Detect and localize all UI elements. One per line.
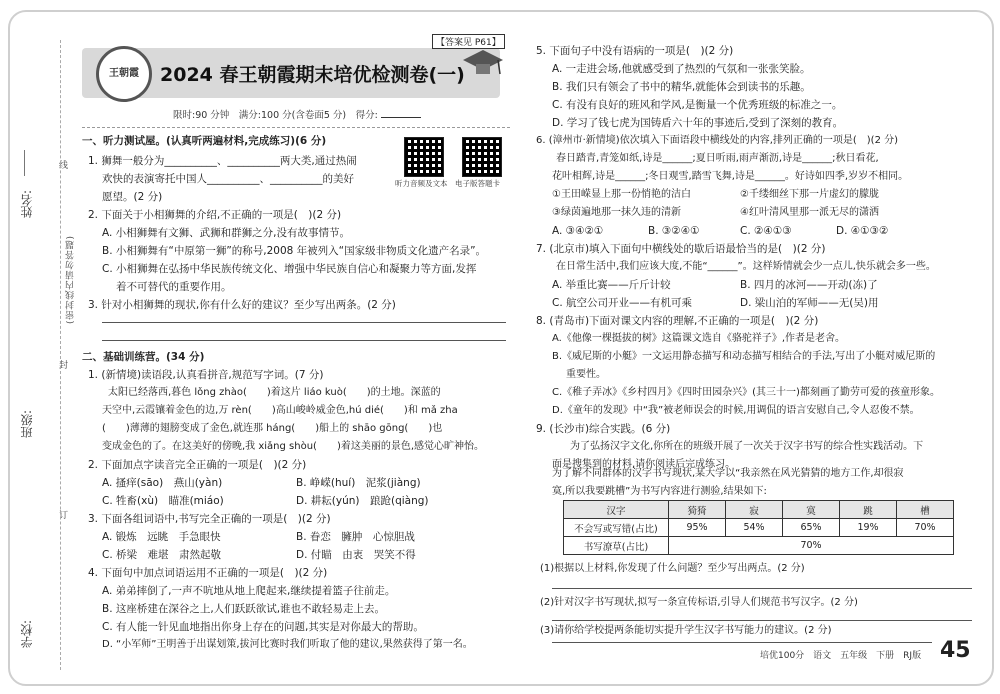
answer-line[interactable] [552, 588, 972, 590]
q8-opt-d: D.《童年的发现》中“我”被老师误会的时候,用调侃的语言安慰自己,令人忍俊不禁。 [552, 405, 920, 416]
s2-q1-text-4: 变成金色的了。在这美好的傍晚,我 xiǎng shòu( )着这美丽的景色,感觉心旷神怡。 [102, 441, 485, 452]
q8-opt-b: B.《威尼斯的小艇》一文运用静态描写和动态描写相结合的手法,写出了小艇对威尼斯的 [552, 351, 936, 362]
q5-head: 5. 下面句子中没有语病的一项是( )(2 分) [536, 45, 734, 57]
seal-dotted-line [60, 40, 61, 670]
table-header-cell: 汉字 [564, 501, 669, 519]
s2-q4-opt-a: A. 弟弟摔倒了,一声不吭地从地上爬起来,继续提着篮子往前走。 [102, 585, 396, 597]
s2-q4-head: 4. 下面句中加点词语运用不正确的一项是( )(2 分) [88, 567, 328, 579]
page-footer: 培优100分 语文 五年级 下册 RJ版 [760, 651, 922, 661]
name-line [24, 150, 26, 176]
table-header-cell: 寞 [783, 501, 840, 519]
s2-q3-opt-d: D. 付瞄 由衷 哭笑不得 [296, 549, 416, 561]
s2-q2-opt-d: D. 耕耘(yún) 踉跄(qiàng) [296, 495, 429, 507]
q9-sub3: (3)请你给学校提两条能切实提升学生汉字书写能力的建议。(2 分) [540, 625, 832, 636]
table-row [564, 519, 954, 537]
q6-head: 6. (漳州市·新情境)依次填入下面语段中横线处的内容,排列正确的一项是( )(2 分) [536, 135, 899, 146]
seal-mark-seal: 封 [57, 360, 67, 369]
table-cell: 65% [783, 519, 840, 537]
q6-text-1: 春日踏青,青笼如纸,诗是______;夏日听雨,雨声渐沥,诗是______;秋日看花, [556, 153, 879, 164]
s2-q4-opt-b: B. 这座桥建在深谷之上,人们跃跃欲试,谁也不敢轻易走上去。 [102, 603, 386, 615]
table-cell: 70% [669, 537, 954, 555]
s1-q2-opt-c: C. 小相狮舞在弘扬中华民族传统文化、增强中华民族自信心和凝聚力等方面,发挥 [102, 263, 477, 275]
s2-q2-opt-c: C. 牲畜(xù) 瞄准(miáo) [102, 495, 224, 507]
q7-head: 7. (北京市)填入下面句中横线处的歇后语最恰当的是( )(2 分) [536, 243, 826, 255]
brand-logo: 王朝霞 [96, 46, 152, 102]
q5-opt-a: A. 一走进会场,他就感受到了热烈的气氛和一张张笑脸。 [552, 63, 811, 75]
s1-q2-head: 2. 下面关于小相狮舞的介绍,不正确的一项是( )(2 分) [88, 209, 342, 221]
survey-table [563, 500, 954, 555]
table-cell: 70% [897, 519, 954, 537]
q6-item-4: ④红叶清风里那一派无尽的潇洒 [740, 207, 879, 218]
q9-text-2: 面是搜集到的材料,请你阅读后完成练习。 [552, 459, 736, 470]
s2-q1-head: 1. (新情境)读语段,认真看拼音,规范写字词。(7 分) [88, 369, 324, 381]
table-cell: 54% [726, 519, 783, 537]
s1-q1-line2: 欢快的表演寄托中国人__________、__________的美好 [102, 173, 354, 185]
s2-q3-head: 3. 下面各组词语中,书写完全正确的一项是( )(2 分) [88, 513, 331, 525]
q9-survey-1: 为了解不同群体的汉字书写现状,某大学以“我亲然在风光猜猜的地方工作,却很寂 [552, 468, 904, 479]
s2-q4-opt-c: C. 有人能一针见血地指出你身上存在的问题,其实是对你最大的帮助。 [102, 621, 424, 633]
q6-item-1: ①王田嵘显上那一份悄艳的洁白 [552, 189, 691, 200]
s1-q3: 3. 针对小相狮舞的现状,你有什么好的建议？至少写出两条。(2 分) [88, 299, 396, 311]
q7-text: 在日常生活中,我们应该大度,不能“______”。这样矫情就会少一点儿,快乐就会多一些。 [556, 261, 936, 272]
q6-item-2: ②千缕细丝下那一片虚幻的朦胧 [740, 189, 879, 200]
class-label: 班级: [20, 410, 34, 439]
qr-answer-card-label: 电子版答题卡 [455, 179, 500, 188]
section2-heading: 二、基础训练营。(34 分) [82, 351, 205, 363]
header-separator [82, 127, 510, 129]
q6-opt-a: A. ③④②① [552, 225, 604, 237]
s1-q1-line3: 愿望。(2 分) [102, 191, 163, 203]
section1-heading: 一、听力测试屋。(认真听两遍材料,完成练习)(6 分) [82, 135, 327, 147]
s2-q3-opt-b: B. 眷恋 臃肿 心惊胆战 [296, 531, 415, 543]
qr-code-answer-card[interactable] [462, 137, 502, 177]
s1-q1-line1: 1. 狮舞一般分为__________、__________两大类,通过热闹 [88, 155, 357, 167]
q5-opt-c: C. 有没有良好的班风和学风,是衡量一个优秀班级的标准之一。 [552, 99, 843, 111]
s2-q3-opt-c: C. 桥梁 难堪 肃然起敬 [102, 549, 222, 561]
q6-opt-d: D. ④①③② [836, 225, 889, 237]
q6-item-3: ③绿茵遍地那一抹久违的清新 [552, 207, 681, 218]
seal-mark-bind: 订 [57, 510, 67, 519]
q7-opt-d: D. 梁山泊的军师——无(吴)用 [740, 297, 879, 309]
s2-q2-opt-a: A. 搔痒(sāo) 燕山(yàn) [102, 477, 223, 489]
table-cell: 19% [840, 519, 897, 537]
q9-survey-2: 寞,所以我要跳槽”为书写内容进行测验,结果如下: [552, 486, 767, 497]
name-label: 姓名: [20, 190, 34, 219]
s1-q2-opt-b: B. 小相狮舞有“中原第一狮”的称号,2008 年被列入“国家级非物质文化遗产名录”。 [102, 245, 487, 257]
s2-q3-opt-a: A. 锻炼 远眺 手急眼快 [102, 531, 221, 543]
answer-line[interactable] [552, 642, 932, 644]
seal-mark-line: 线 [57, 160, 67, 169]
s2-q1-text-2: 天空中,云霞镶着金色的边,万 rèn( )高山峻岭威金色,hú dié( )和 mǎ zha [102, 405, 458, 416]
q8-opt-a: A.《他像一棵挺拔的树》这篇课文选自《骆驼祥子》,作者是老舍。 [552, 333, 846, 344]
q6-opt-c: C. ②④①③ [740, 225, 792, 237]
table-row [564, 537, 954, 555]
table-header-cell: 跳 [840, 501, 897, 519]
table-header-cell: 猗猗 [669, 501, 726, 519]
page-title: 2024 春王朝霞期末培优检测卷(一) [160, 64, 465, 86]
s2-q1-text-3: ( )薄薄的翅膀变成了金色,就连那 háng( )船上的 shāo gōng( )也 [102, 423, 443, 434]
graduation-cap-decoration [458, 42, 508, 82]
q6-text-2: 花叶相辉,诗是______;冬日观雪,踏雪飞舞,诗是______。好诗如四季,岁岁不相同。 [552, 171, 909, 182]
exam-meta-text: 限时:90 分钟 满分:100 分(含卷面5 分) 得分: [173, 110, 378, 121]
table-header-row [564, 501, 954, 519]
exam-meta [173, 107, 421, 121]
school-label: 学校: [20, 620, 34, 649]
table-row-label: 不会写或写错(占比) [564, 519, 669, 537]
q9-sub2: (2)针对汉字书写现状,拟写一条宣传标语,引导人们规范书写汉字。(2 分) [540, 597, 858, 608]
answer-reference: 【答案见 P61】 [432, 34, 505, 49]
q5-opt-b: B. 我们只有领会了书中的精华,就能体会到读书的乐趣。 [552, 81, 811, 93]
score-blank[interactable] [381, 117, 421, 118]
q9-head: 9. (长沙市)综合实践。(6 分) [536, 423, 671, 435]
q5-opt-d: D. 学习了钱七虎为国铸盾六十年的事迹后,受到了深刻的教育。 [552, 117, 844, 129]
s2-q2-head: 2. 下面加点字读音完全正确的一项是( )(2 分) [88, 459, 307, 471]
q8-opt-c: C.《稚子弄冰》《乡村四月》《四时田园杂兴》(其三十一)都刻画了勤劳可爱的孩童形象。 [552, 387, 940, 398]
q9-sub1: (1)根据以上材料,你发现了什么问题？至少写出两点。(2 分) [540, 563, 805, 574]
s2-q2-opt-b: B. 峥嵘(huí) 泥浆(jiàng) [296, 477, 421, 489]
table-row-label: 书写潦草(占比) [564, 537, 669, 555]
q9-text-1: 为了弘扬汉字文化,你所在的班级开展了一次关于汉字书写的综合性实践活动。下 [570, 441, 924, 452]
q7-opt-a: A. 举重比赛——斤斤计较 [552, 279, 671, 291]
q8-opt-b-cont: 重要性。 [566, 369, 606, 380]
seal-note: (密封线内请勿答题) [66, 235, 76, 325]
s1-q2-opt-c-cont: 着不可替代的重要作用。 [116, 281, 232, 293]
s2-q4-opt-d: D. “小军师”王明善于出谋划策,拔河比赛时我们听取了他的建议,果然获得了第一名。 [102, 639, 473, 650]
table-header-cell: 寂 [726, 501, 783, 519]
answer-line[interactable] [102, 340, 506, 342]
q8-head: 8. (青岛市)下面对课文内容的理解,不正确的一项是( )(2 分) [536, 315, 819, 327]
q7-opt-b: B. 四月的冰河——开动(冻)了 [740, 279, 878, 291]
qr-code-audio[interactable] [404, 137, 444, 177]
qr-audio-label: 听力音频及文本 [395, 179, 448, 188]
q6-opt-b: B. ③②④① [648, 225, 700, 237]
page-number: 45 [940, 638, 971, 663]
q7-opt-c: C. 航空公司开业——有机可乘 [552, 297, 693, 309]
answer-line[interactable] [102, 322, 506, 324]
table-header-cell: 槽 [897, 501, 954, 519]
binding-strip [18, 150, 78, 670]
table-cell: 95% [669, 519, 726, 537]
s1-q2-opt-a: A. 小相狮舞有文狮、武狮和群狮之分,没有故事情节。 [102, 227, 351, 239]
s2-q1-text-1: 太阳已经落西,暮色 lǒng zhào( )着这片 liáo kuò( )的土地。深蓝的 [108, 387, 441, 398]
